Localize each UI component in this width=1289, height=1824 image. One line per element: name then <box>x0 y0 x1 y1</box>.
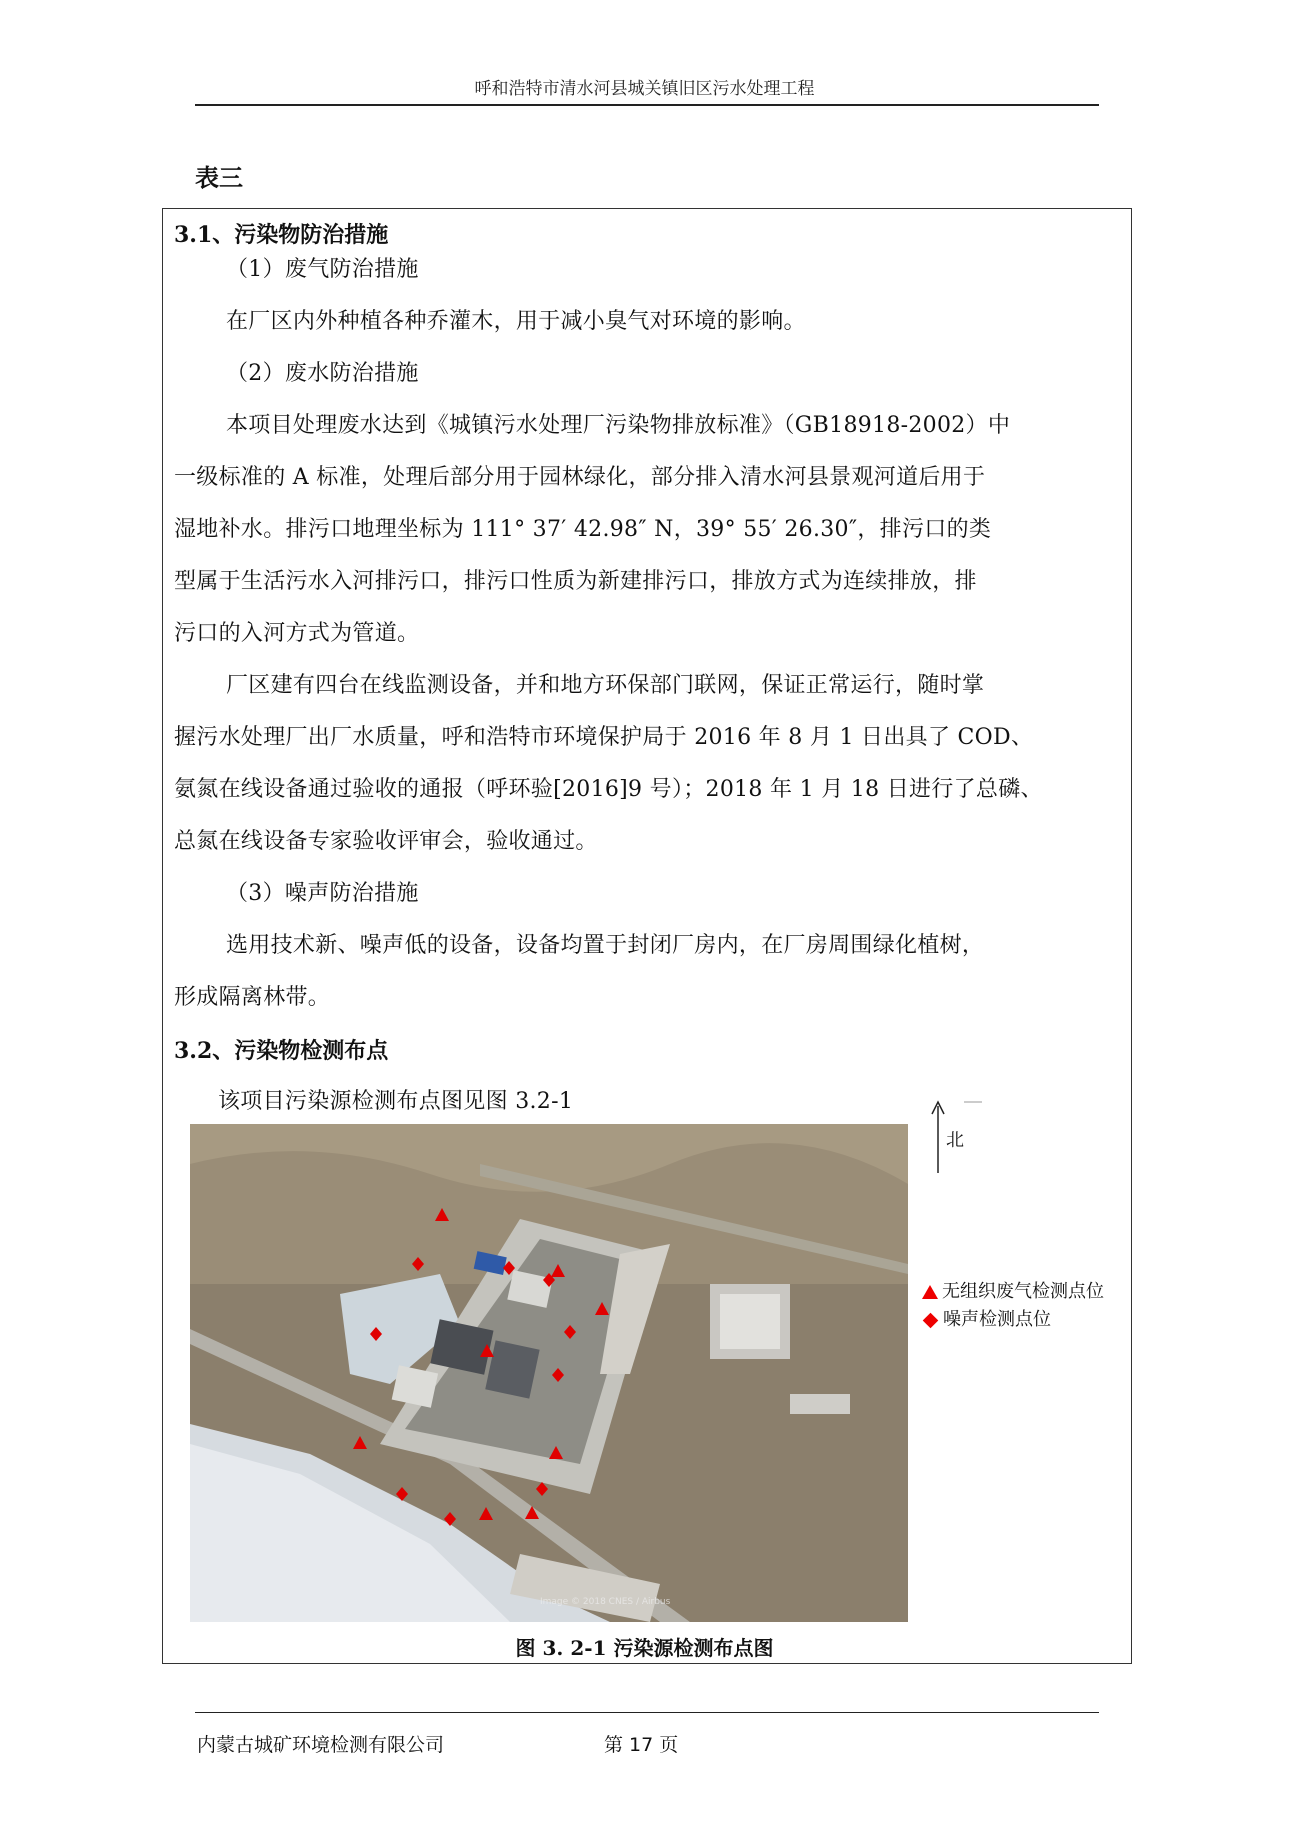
legend-item-exhaust <box>922 1278 1104 1306</box>
paragraph-wastewater-line: 本项目处理废水达到《城镇污水处理厂污染物排放标准》（GB18918-2002）中 <box>226 413 1011 438</box>
svg-text:Image © 2018 CNES / Airbus: Image © 2018 CNES / Airbus <box>540 1597 671 1607</box>
footer-rule <box>195 1712 1099 1713</box>
legend-item-noise <box>922 1306 1104 1334</box>
paragraph-monitoring-line: 总氮在线设备专家验收评审会，验收通过。 <box>174 829 598 854</box>
paragraph-noise-line: 选用技术新、噪声低的设备，设备均置于封闭厂房内，在厂房周围绿化植树， <box>226 933 985 958</box>
footer-company: 内蒙古城矿环境检测有限公司 <box>197 1734 445 1756</box>
footer-page-number: 第 17 页 <box>604 1734 679 1756</box>
paragraph-wastewater-line: 湿地补水。排污口地理坐标为 111° 37′ 42.98″ N，39° 55′ 26.30″，排污口的类 <box>174 517 992 542</box>
north-label: 北 <box>946 1130 964 1151</box>
paragraph-monitoring-line: 握污水处理厂出厂水质量，呼和浩特市环境保护局于 2016 年 8 月 1 日出具了 COD、 <box>174 725 1034 750</box>
legend-exhaust-label: 无组织废气检测点位 <box>942 1281 1104 1302</box>
paragraph-monitoring-line: 厂区建有四台在线监测设备，并和地方环保部门联网，保证正常运行，随时掌 <box>226 673 985 698</box>
heading-3-2: 3.2、污染物检测布点 <box>174 1038 389 1064</box>
paragraph-noise-line: 形成隔离林带。 <box>174 985 331 1010</box>
subheading-exhaust: （1）废气防治措施 <box>226 257 419 282</box>
subheading-noise: （3）噪声防治措施 <box>226 881 419 906</box>
subheading-wastewater: （2）废水防治措施 <box>226 361 419 386</box>
header-title: 呼和浩特市清水河县城关镇旧区污水处理工程 <box>474 79 815 99</box>
paragraph-wastewater-line: 污口的入河方式为管道。 <box>174 621 420 646</box>
header-rule <box>195 104 1099 106</box>
paragraph-wastewater-line: 一级标准的 A 标准，处理后部分用于园林绿化，部分排入清水河县景观河道后用于 <box>174 465 986 490</box>
paragraph-wastewater-line: 型属于生活污水入河排污口，排污口性质为新建排污口，排放方式为连续排放，排 <box>174 569 977 594</box>
paragraph-figure-intro: 该项目污染源检测布点图见图 3.2-1 <box>218 1089 574 1114</box>
triangle-marker-icon <box>922 1285 938 1299</box>
map-legend <box>922 1278 1104 1334</box>
legend-noise-label: 噪声检测点位 <box>943 1309 1051 1330</box>
diamond-marker-icon <box>923 1312 939 1328</box>
section-label: 表三 <box>195 164 243 192</box>
heading-3-1: 3.1、污染物防治措施 <box>174 222 389 248</box>
figure-caption: 图 3. 2-1 污染源检测布点图 <box>515 1636 774 1660</box>
satellite-map <box>190 1124 908 1622</box>
paragraph-monitoring-line: 氨氮在线设备通过验收的通报（呼环验[2016]9 号）；2018 年 1 月 18 日进行了总磷、 <box>174 777 1043 802</box>
paragraph-exhaust: 在厂区内外种植各种乔灌木，用于减小臭气对环境的影响。 <box>226 309 806 334</box>
